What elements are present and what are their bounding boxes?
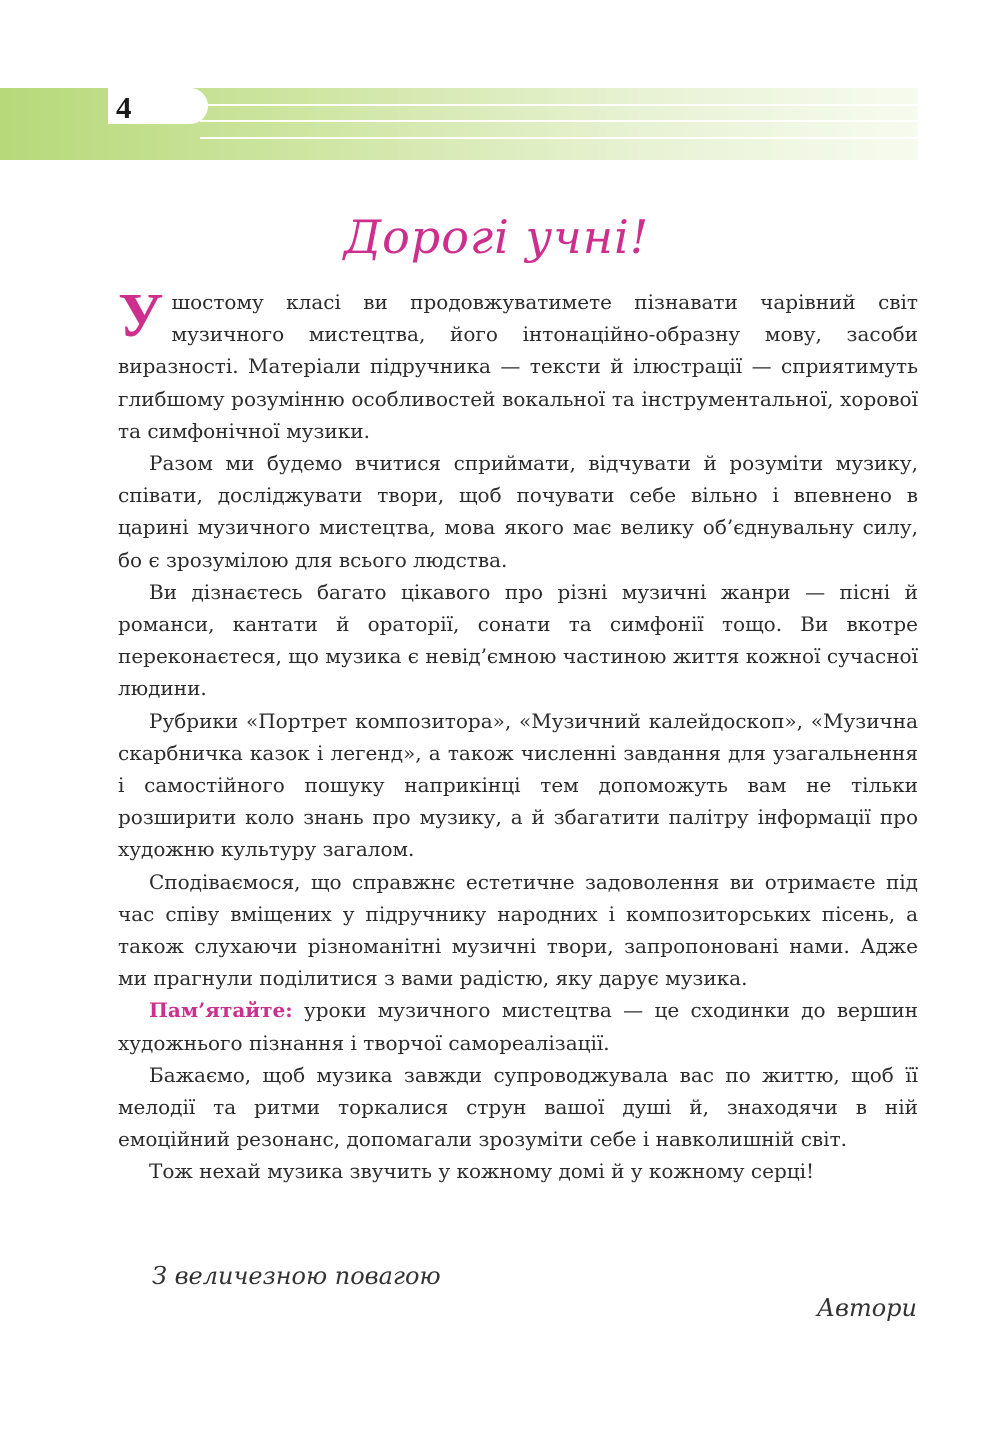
paragraph: Рубрики «Портрет композитора», «Музичний калейдоскоп», «Музична скарбничка казок і легенд», а також численні завдання для узагальнення і самостійного пошуку наприкінці тем допоможуть вам не тільки розширити коло знань про музику, а й збагатити палітру інформації про художню культуру загалом. — [118, 708, 918, 862]
paragraph-intro — [118, 282, 918, 447]
paragraph: Бажаємо, щоб музика завжди супроводжувала вас по життю, щоб її мелодії та ритми торкалися струн вашої душі й, знаходячи в ній емоційний резонанс, допомагали зрозуміти себе і навколишній світ. — [118, 1062, 918, 1152]
paragraph-remember — [118, 994, 918, 1058]
header-rule — [200, 137, 918, 139]
paragraph: Ви дізнаєтесь багато цікавого про різні музичні жанри — пісні й романси, кантати й ораторії, сонати та симфонії тощо. Ви вкотре переконаєтеся, що музика є невід’ємною частиною життя кожної сучасної людини. — [118, 579, 918, 701]
page-number: 4 — [116, 90, 132, 125]
page-title: Дорогі учні! — [343, 210, 650, 264]
signature-greeting: З величезною повагою — [152, 1262, 441, 1290]
remember-label: Пам’ятайте: — [149, 998, 293, 1023]
signature-authors: Автори — [816, 1294, 917, 1322]
paragraph: Разом ми будемо вчитися сприймати, відчувати й розуміти музику, співати, досліджувати твори, щоб почувати себе вільно і впевнено в царині музичного мистецтва, мова якого має велику об’єднувальну силу, бо є зрозумілою для всього людства. — [118, 451, 918, 572]
header-rule — [200, 104, 918, 106]
paragraph-text: шостому класі ви продовжуватимете пізнавати чарівний світ музичного мистецтва, його інтонаційно-образну мову, засоби виразності. Матеріали підручника — тексти й ілюстрації — сприятимуть глибшому розумінню особливостей вокальної та інструментальної, хорової та симфонічної музики. — [118, 290, 918, 443]
drop-cap: У — [118, 282, 164, 350]
paragraph: Тож нехай музика звучить у кожному домі й у кожному серці! — [149, 1159, 815, 1184]
header-rule — [200, 120, 918, 122]
paragraph-text: уроки музичного мистецтва — це сходинки до вершин художнього пізнання і творчої самореалізації. — [118, 998, 918, 1055]
letter-body — [118, 282, 918, 1188]
paragraph: Сподіваємося, що справжнє естетичне задоволення ви отримаєте під час співу вміщених у підручнику народних і композиторських пісень, а також слухаючи різноманітні музичні твори, запропоновані нами. Адже ми прагнули поділитися з вами радістю, яку дарує музика. — [118, 869, 918, 991]
